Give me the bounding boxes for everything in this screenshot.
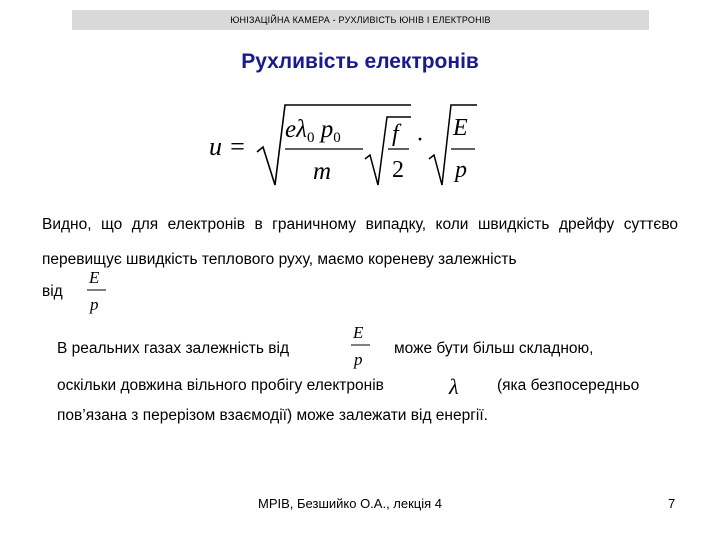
paragraph-1: Видно, що для електронів в граничному випадку, коли швидкість дрейфу суттєво перевищує швидкість теплового руху, маємо кореневу залежність (42, 216, 678, 268)
formula-dot: · (416, 127, 424, 153)
inline-fraction-den: p (90, 295, 99, 314)
line-3-end: (яка безпосередньо (497, 377, 640, 394)
formula-lhs: u = (209, 132, 247, 161)
line-3-start: оскільки довжина вільного пробігу електронів (57, 377, 384, 394)
formula-numerator-1: $e\lambda_0$ $p_0$ (285, 116, 341, 146)
line-2-end: може бути більш складною, (394, 340, 594, 357)
slide-title: Рухливість електронів (241, 50, 479, 73)
line-4: пов’язана з перерізом взаємодії) може залежати від енергії. (57, 407, 488, 424)
inline-fraction-e-over-p-1 (86, 265, 110, 317)
inline-fraction-num: E (89, 268, 100, 287)
slide-header-bar (72, 10, 649, 30)
formula-denominator-1: m (313, 158, 332, 185)
footer-author: МРІВ, Безшийко О.А., лекція 4 (258, 496, 443, 511)
inline-lambda-symbol (447, 374, 471, 400)
inline-fraction-den: p (354, 350, 363, 369)
inner-radical-sign (365, 117, 411, 185)
inline-fraction-e-over-p-2 (350, 320, 374, 372)
inline-fraction-num: E (353, 323, 364, 342)
formula-numerator-3: E (453, 115, 468, 141)
lambda-glyph: λ (449, 374, 459, 399)
page-number: 7 (668, 496, 676, 511)
formula-denominator-3: p (455, 157, 467, 183)
paragraph-1-end: від (42, 283, 63, 300)
mobility-formula (205, 97, 495, 192)
slide-header-text: ЮНІЗАЦІЙНА КАМЕРА - РУХЛИВІСТЬ ЮНІВ І ЕЛЕКТРОНІВ (230, 15, 491, 25)
line-2-start: В реальних газах залежність від (57, 340, 289, 357)
formula-numerator-2: f (392, 121, 399, 147)
formula-denominator-2: 2 (392, 157, 404, 183)
